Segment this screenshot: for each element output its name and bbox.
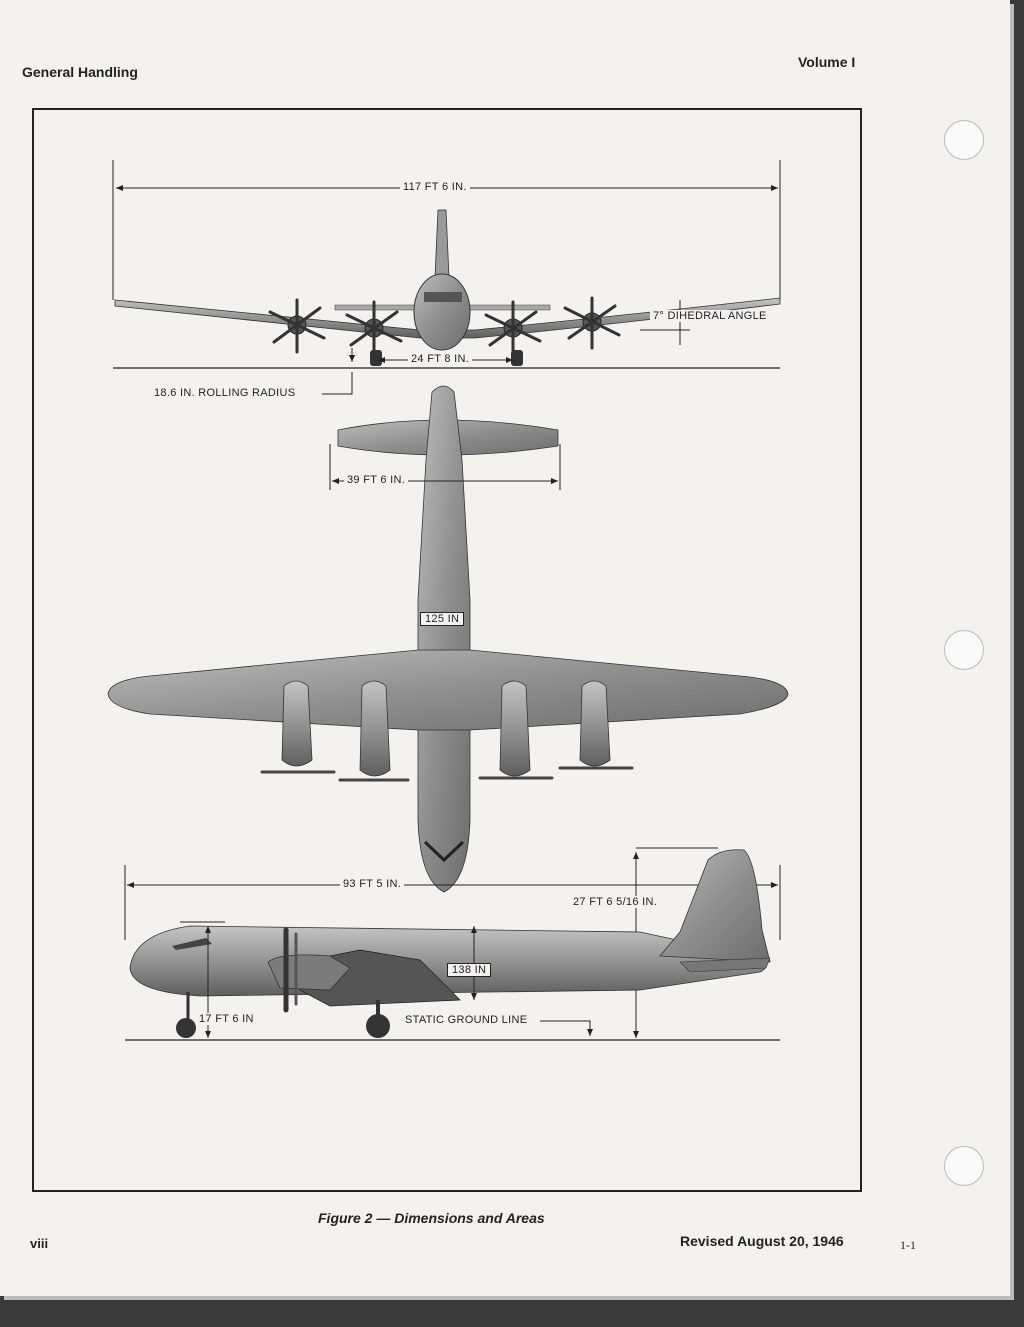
tread-dimension: 24 FT 8 IN. xyxy=(408,353,472,365)
figure-caption: Figure 2 — Dimensions and Areas xyxy=(318,1210,545,1226)
page-roman-number: viii xyxy=(30,1236,49,1251)
section-header: General Handling xyxy=(22,64,138,80)
length-dimension: 93 FT 5 IN. xyxy=(340,878,404,890)
fuselage-width-dimension: 125 IN xyxy=(420,612,464,626)
nose-height-dimension: 17 FT 6 IN xyxy=(196,1013,257,1025)
binder-hole-top xyxy=(944,120,984,160)
rolling-radius-dimension: 18.6 IN. ROLLING RADIUS xyxy=(151,387,298,399)
binder-hole-middle xyxy=(944,630,984,670)
top-view xyxy=(108,386,788,892)
stabilizer-span-dimension: 39 FT 6 IN. xyxy=(344,474,408,486)
binder-hole-bottom xyxy=(944,1146,984,1186)
revision-date: Revised August 20, 1946 xyxy=(680,1233,844,1249)
fuselage-height-dimension: 138 IN xyxy=(447,963,491,977)
volume-header: Volume I xyxy=(798,54,856,70)
dihedral-dimension: 7° DIHEDRAL ANGLE xyxy=(650,310,770,322)
span-dimension: 117 FT 6 IN. xyxy=(400,181,470,193)
page-number: 1-1 xyxy=(900,1238,916,1252)
static-ground-line-label: STATIC GROUND LINE xyxy=(402,1014,530,1026)
height-dimension: 27 FT 6 5/16 IN. xyxy=(570,896,660,908)
